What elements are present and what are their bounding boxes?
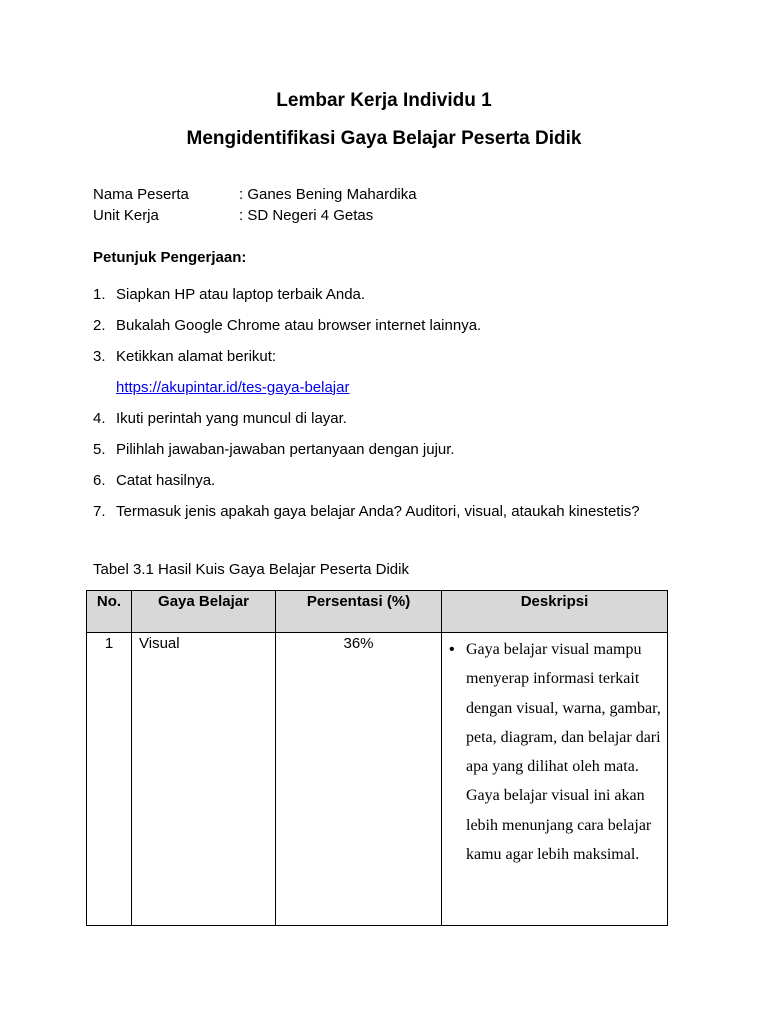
step-number: 2. — [93, 317, 106, 334]
step-number: 4. — [93, 410, 106, 427]
list-item — [93, 403, 653, 434]
participant-name-row — [93, 186, 417, 203]
document-title: Lembar Kerja Individu 1 — [276, 90, 492, 111]
document-subtitle: Mengidentifikasi Gaya Belajar Peserta Didik — [186, 128, 582, 149]
list-item — [93, 496, 653, 527]
step-number: 1. — [93, 286, 106, 303]
header-no: No. — [87, 591, 132, 633]
cell-style: Visual — [132, 633, 276, 926]
step-text: Pilihlah jawaban-jawaban pertanyaan dengan jujur. — [116, 441, 455, 458]
header-style: Gaya Belajar — [132, 591, 276, 633]
step-text: Termasuk jenis apakah gaya belajar Anda? Auditori, visual, ataukah kinestetis? — [116, 503, 640, 520]
step-text: Siapkan HP atau laptop terbaik Anda. — [116, 286, 366, 303]
cell-description — [442, 633, 668, 926]
step-text: Ikuti perintah yang muncul di layar. — [116, 410, 347, 427]
instructions-list — [93, 279, 653, 527]
table-header-row — [87, 591, 668, 633]
bullet-icon: • — [449, 641, 455, 658]
step-text: Catat hasilnya. — [116, 472, 216, 489]
step-number: 5. — [93, 441, 106, 458]
step-text: Ketikkan alamat berikut: — [116, 348, 277, 365]
description-text: Gaya belajar visual mampu menyerap informasi terkait dengan visual, warna, gambar, peta, diagram, dan belajar dari apa yang dilihat oleh mata. Gaya belajar visual ini akan lebih menunjang cara belajar kamu agar lebih maksimal. — [466, 641, 661, 864]
unit-value: : SD Negeri 4 Getas — [239, 207, 374, 224]
cell-percent: 36% — [276, 633, 442, 926]
table-row — [87, 633, 668, 926]
list-item — [93, 279, 653, 310]
step-number: 3. — [93, 348, 106, 365]
test-url-link[interactable]: https://akupintar.id/tes-gaya-belajar — [116, 379, 350, 396]
step-number: 6. — [93, 472, 106, 489]
name-label: Nama Peserta — [93, 186, 189, 203]
list-item — [93, 465, 653, 496]
step-text: Bukalah Google Chrome atau browser internet lainnya. — [116, 317, 482, 334]
name-value: : Ganes Bening Mahardika — [239, 186, 417, 203]
header-description: Deskripsi — [442, 591, 668, 633]
header-percent: Persentasi (%) — [276, 591, 442, 633]
list-item — [93, 434, 653, 465]
instructions-heading: Petunjuk Pengerjaan: — [93, 249, 247, 266]
step-number: 7. — [93, 503, 106, 520]
cell-no: 1 — [87, 633, 132, 926]
participant-unit-row — [93, 207, 373, 224]
unit-label: Unit Kerja — [93, 207, 159, 224]
list-item — [93, 341, 653, 403]
list-item — [93, 310, 653, 341]
learning-style-table — [86, 590, 668, 926]
table-caption: Tabel 3.1 Hasil Kuis Gaya Belajar Peserta Didik — [93, 561, 409, 578]
